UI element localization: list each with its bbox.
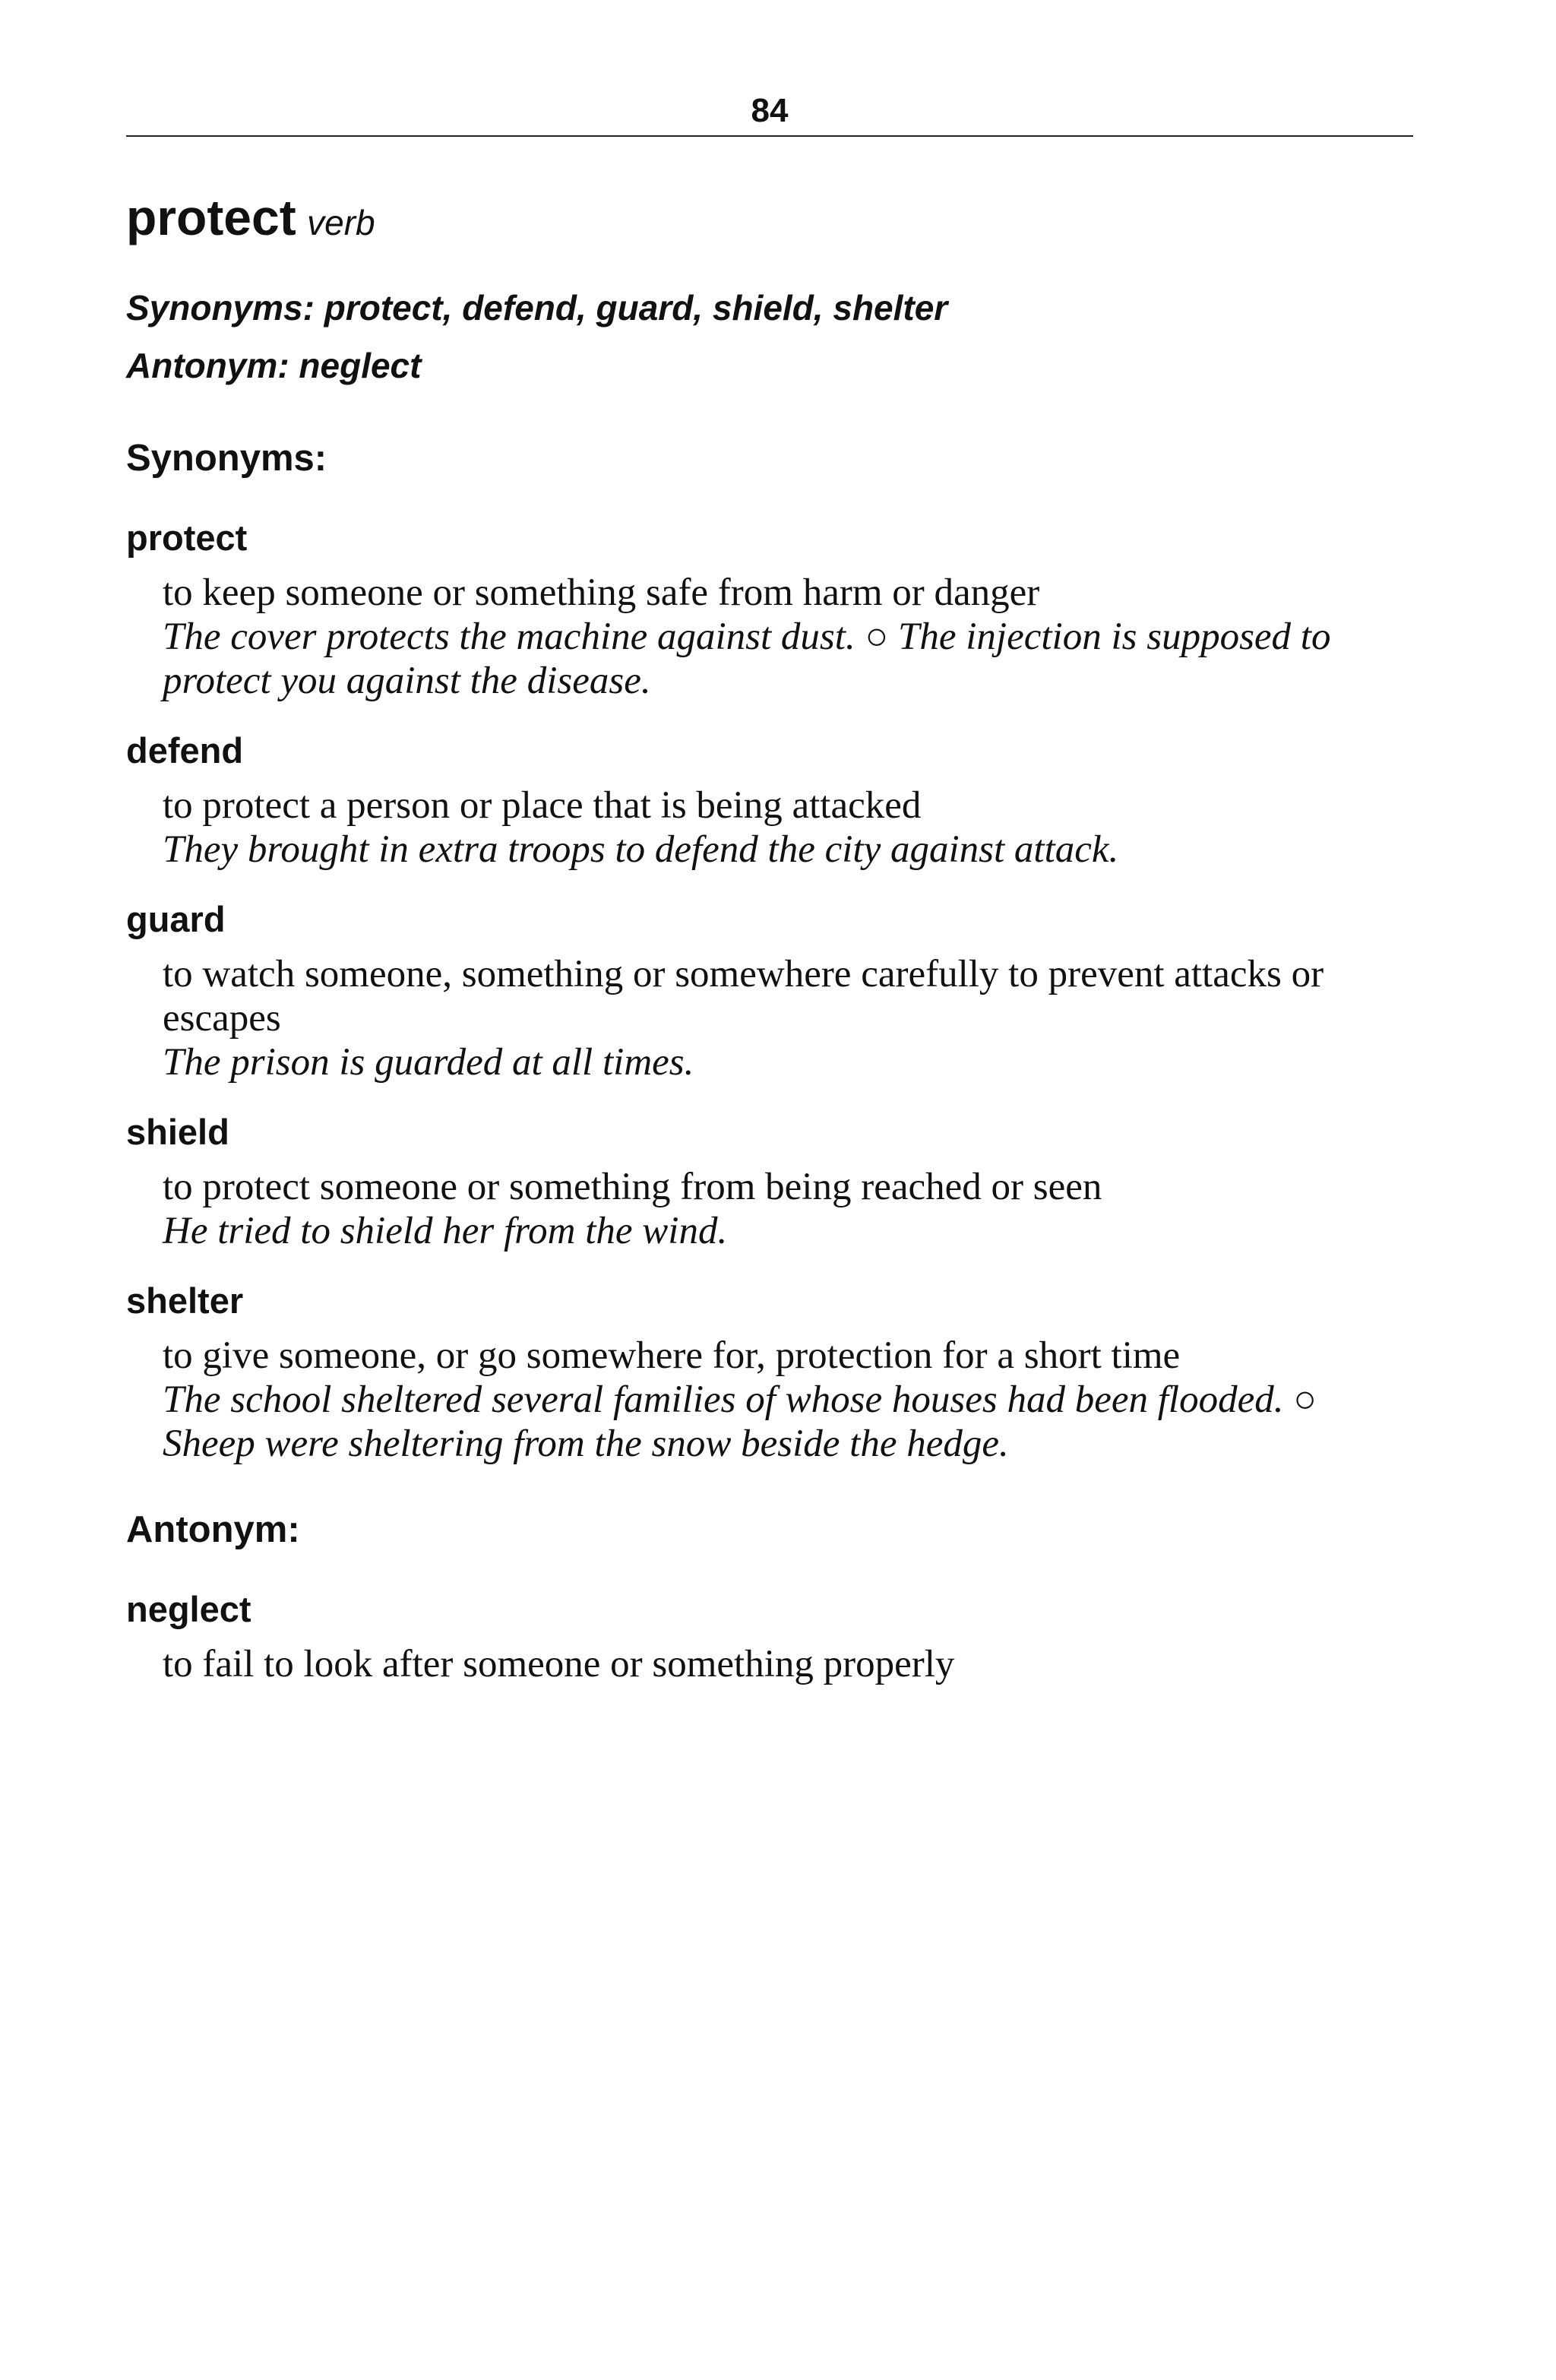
headword: protect bbox=[126, 189, 296, 245]
entry-definition: to give someone, or go somewhere for, protection for a short time bbox=[163, 1334, 1181, 1377]
entry-example: He tried to shield her from the wind. bbox=[163, 1210, 728, 1252]
entry-example: They brought in extra troops to defend the city against attack. bbox=[163, 828, 1119, 871]
synonym-entry bbox=[126, 726, 1413, 872]
entry-term: shelter bbox=[126, 1280, 244, 1321]
entry-term: defend bbox=[126, 730, 244, 771]
dictionary-page bbox=[126, 90, 1413, 1686]
entry-definition: to keep someone or something safe from harm or danger bbox=[163, 571, 1040, 614]
entry-example: The school sheltered several families of whose houses had been flooded. ○ Sheep were sheltering from the snow beside the hedge. bbox=[163, 1378, 1317, 1465]
synonyms-summary: Synonyms: protect, defend, guard, shield, shelter bbox=[126, 288, 948, 328]
entry-definition: to protect a person or place that is being attacked bbox=[163, 784, 922, 827]
entry-definition: to fail to look after someone or something properly bbox=[163, 1643, 955, 1685]
part-of-speech: verb bbox=[307, 203, 375, 242]
synonyms-heading: Synonyms: bbox=[126, 438, 327, 479]
synonym-entry bbox=[126, 1107, 1413, 1253]
synonym-entry bbox=[126, 894, 1413, 1084]
antonym-summary: Antonym: neglect bbox=[126, 346, 422, 385]
synonym-entry bbox=[126, 513, 1413, 703]
headword-line bbox=[126, 187, 1413, 262]
entry-term: protect bbox=[126, 517, 248, 558]
header-rule bbox=[126, 135, 1413, 137]
entry-term: guard bbox=[126, 899, 226, 939]
synonym-entry bbox=[126, 1276, 1413, 1466]
antonym-entry bbox=[126, 1584, 1413, 1686]
page-number: 84 bbox=[751, 92, 789, 129]
entry-term: shield bbox=[126, 1112, 229, 1152]
entry-definition: to protect someone or something from being reached or seen bbox=[163, 1166, 1102, 1208]
entry-example: The prison is guarded at all times. bbox=[163, 1041, 694, 1084]
antonym-heading: Antonym: bbox=[126, 1509, 300, 1550]
entry-term: neglect bbox=[126, 1589, 251, 1629]
entry-definition: to watch someone, something or somewhere carefully to prevent attacks or escapes bbox=[163, 953, 1324, 1040]
entry-example: The cover protects the machine against dust. ○ The injection is supposed to protect you against the disease. bbox=[163, 616, 1331, 702]
